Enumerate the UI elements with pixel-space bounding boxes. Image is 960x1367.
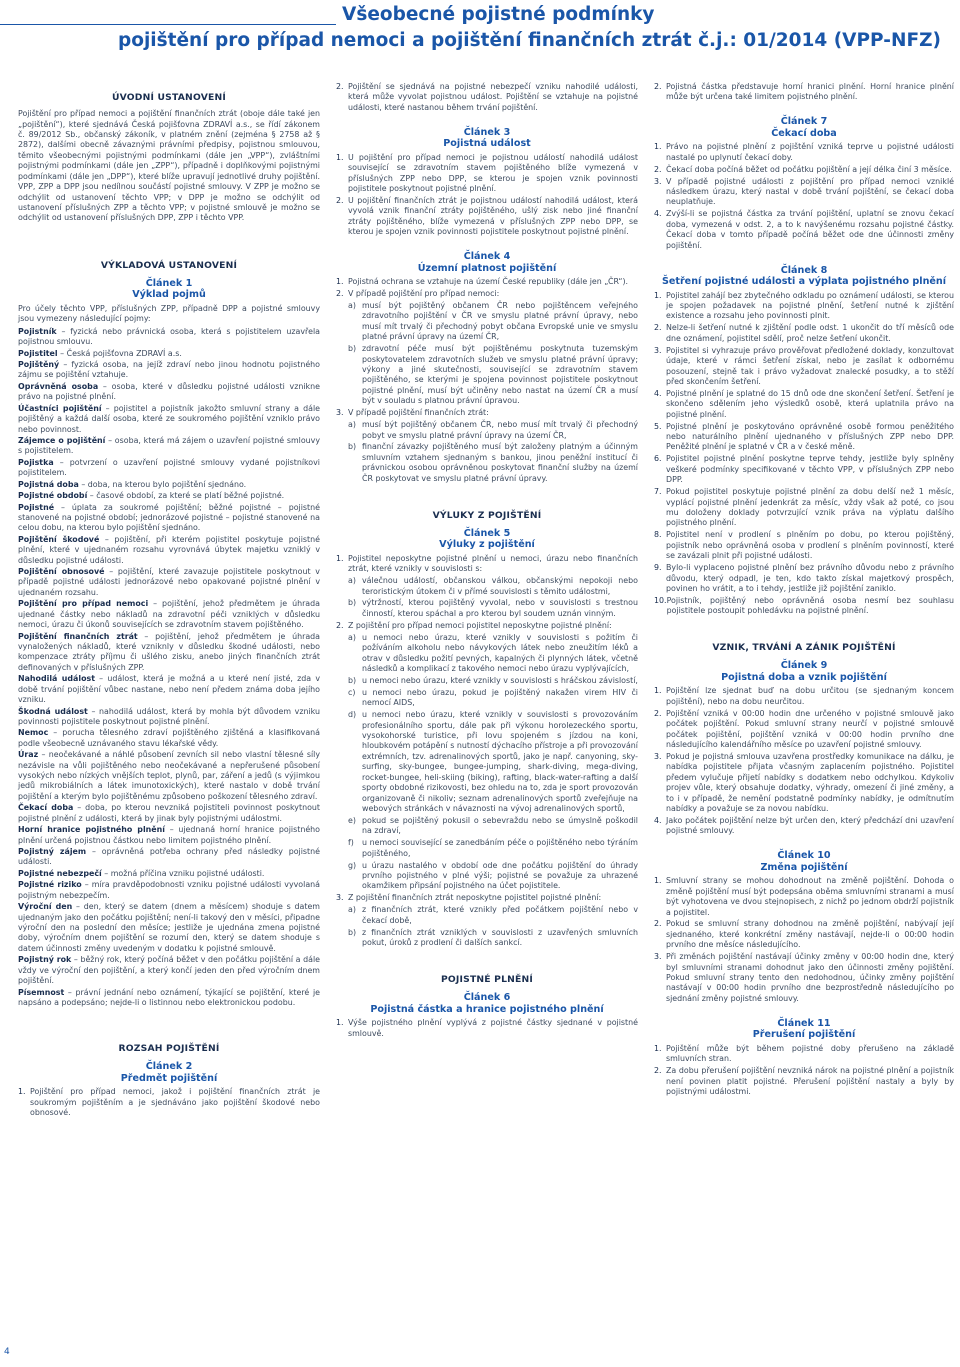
clause-number: 1. <box>18 1087 26 1097</box>
clause-number: 2. <box>336 195 344 205</box>
numbered-clause <box>654 142 954 163</box>
definition-term: Pojistný zájem <box>18 847 87 857</box>
spacer <box>654 253 954 259</box>
definition-entry <box>18 535 320 566</box>
definition-term: Oprávněná osoba <box>18 381 99 391</box>
subclause-letter: b) <box>348 442 357 452</box>
article-number: Článek 11 <box>777 1017 831 1029</box>
subclause-letter: a) <box>348 300 356 310</box>
clause-number: 2. <box>654 1066 662 1076</box>
definition-term: Čekací doba <box>18 803 74 813</box>
article-number: Článek 4 <box>463 251 511 263</box>
clause-text: Za dobu přerušení pojištění nevzniká nárok na pojistné plnění a pojistník není povinen platit pojistné. Přerušení pojištění nastaly a byly by pojistnými událostmi. <box>666 1066 954 1097</box>
numbered-clause <box>654 323 954 344</box>
definition-term: Zájemce o pojištění <box>18 435 106 445</box>
subclause-text: finanční závazky pojištěného musí být založeny platným a účinným smluvním vztahem sjednaným s bankou, jinou peněžní institucí či právnickou osobou oprávněnou poskytovat finanční služby na území ČR poskytovat ve smyslu platné právní úpravy. <box>362 442 638 483</box>
clause-number: 1. <box>654 142 662 152</box>
lettered-subclause <box>348 905 638 926</box>
definition-entry <box>18 327 320 348</box>
definition-entry <box>18 599 320 630</box>
subclause-text: z finančních ztrát, které vznikly před počátkem pojištění nebo v čekací době, <box>362 905 638 925</box>
definition-term: Písemnost <box>18 987 65 997</box>
definition-term: Úraz <box>18 750 39 760</box>
clause-text: U pojištění pro případ nemoci je pojistnou událostí nahodilá událost související se zdravotním stavem pojištěného blíže vymezená v příslušných ZPP nebo DPP, se kterou je spojen vznik povinnosti pojistitele poskytnout pojistné plnění. <box>348 152 638 194</box>
numbered-clause <box>654 563 954 594</box>
definition-entry <box>18 750 320 802</box>
clause-number: 1. <box>654 290 662 300</box>
definition-text: – fyzická nebo právnická osoba, která s pojistitelem uzavřela pojistnou smlouvu. <box>18 326 320 347</box>
numbered-clause <box>654 530 954 561</box>
definition-term: Nahodilá událost <box>18 674 95 684</box>
clause-number: 3. <box>654 751 662 761</box>
spacer <box>654 618 954 632</box>
definition-term: Pojištění škodové <box>18 534 100 544</box>
clause-number: 10. <box>654 595 667 605</box>
numbered-clause <box>654 487 954 529</box>
definition-term: Výroční den <box>18 902 73 912</box>
definition-text: – doba, po kterou nevzniká pojistiteli povinnost poskytnout pojistné plnění z události, která by jinak byly pojistnými událostmi. <box>18 803 320 823</box>
numbered-clause <box>654 177 954 208</box>
numbered-clause <box>654 1066 954 1097</box>
definition-entry <box>18 436 320 457</box>
document-header <box>0 0 960 62</box>
definitions-intro: Pro účely těchto VPP, příslušných ZPP, případně DPP a pojistné smlouvy jsou vymezeny následující pojmy: <box>18 303 320 324</box>
article-heading: Pojistná doba a vznik pojištění <box>721 671 887 683</box>
numbered-clause <box>654 816 954 837</box>
clause-number: 4. <box>654 388 662 398</box>
clause-number: 1. <box>654 876 662 886</box>
definition-text: – pojištění, jehož předmětem je úhrada vynaložených nákladů, které vzniknly v důsledku škodné události, nebo kompenzace ztráty příjmu či ušlého zisku, anebo jiných finančních ztrát definovaných v příslušných ZPP. <box>18 631 320 672</box>
clause-text: Výše pojistného plnění vyplývá z pojistné částky sjednané v pojistné smlouvě. <box>348 1018 638 1038</box>
clause-text: Pojištění pro případ nemoci, jakož i pojištění finančních ztrát je soukromým pojištěním a je sjednáváno jako pojištění škodové nebo obnosové. <box>30 1087 320 1118</box>
definition-text: – doba, na kterou bylo pojištění sjednáno. <box>78 479 247 489</box>
subclause-text: u úrazu nastalého v období ode dne počátku pojištění do úhrady prvního pojistného v plné výši; pojistné se považuje za uhrazené okamžikem připsání pojistného na účet pojistitele. <box>362 860 638 891</box>
numbered-clause <box>654 422 954 453</box>
clause-text: U pojištění finančních ztrát je pojistnou událostí nahodilá událost, která vyvolá vznik finanční ztráty pojištěného, ušlý zisk nebo jiné finanční ztráty pojištěného, blíže vymezená v příslušných ZPP nebo DPP, se kterou je spojen vznik povinnosti pojistitele poskytnout pojistné plnění. <box>348 195 638 237</box>
numbered-clause <box>336 554 638 575</box>
subclause-text: musí být pojištěný občanem ČR, nebo musí mít trvalý či přechodný pobyt ve smyslu platné právní úpravy na území ČR, <box>362 420 638 440</box>
subclause-text: válečnou událostí, občanskou válkou, občanskými nepokoji nebo teroristickým útokem či v přímé souvislosti s těmito událostmi, <box>362 576 638 596</box>
article-heading: Výklad pojmů <box>132 289 206 301</box>
section-heading: VÝLUKY Z POJIŠTĚNÍ <box>432 509 542 521</box>
definition-text: – možná příčina vzniku pojistné události. <box>101 868 265 878</box>
numbered-clause <box>654 752 954 815</box>
clause-number: 3. <box>654 345 662 355</box>
definition-text: – fyzická osoba, na jejíž zdraví nebo jinou hodnotu pojistného zájmu se pojištění vztahuje. <box>18 360 320 380</box>
definition-term: Horní hranice pojistného plnění <box>18 825 165 835</box>
clause-number: 2. <box>654 708 662 718</box>
numbered-clause <box>654 291 954 322</box>
definition-entry <box>18 902 320 954</box>
numbered-clause <box>336 153 638 195</box>
clause-number: 3. <box>336 408 344 418</box>
subclause-text: u nemoci nebo úrazu, které vznikly v souvislosti s hráčskou závislostí, <box>362 675 638 685</box>
page-number: 4 <box>4 1347 10 1357</box>
clause-number: 3. <box>654 952 662 962</box>
subclause-letter: a) <box>348 905 356 915</box>
subclause-letter: f) <box>348 838 354 848</box>
definition-entry <box>18 360 320 381</box>
clause-text: Pojistná částka představuje horní hranici plnění. Horní hranice plnění může být určena také limitem pojistného plnění. <box>666 82 954 102</box>
numbered-clause <box>336 277 638 287</box>
definition-entry <box>18 674 320 705</box>
clause-text: Nelze-li šetření nutné k zjištění podle odst. 1 ukončit do tří měsíců ode dne oznámení, pojistitel sdělí, proč nelze šetření ukončit. <box>666 323 954 343</box>
definition-entry <box>18 491 320 501</box>
definition-text: – porucha tělesného zdraví pojištěného zjištěná a klasifikovaná podle všeobecně uznávaného stavu lékařské vědy. <box>18 728 320 748</box>
article-heading: Pojistná událost <box>443 138 531 150</box>
definition-term: Pojistné období <box>18 491 88 501</box>
definition-term: Pojistné nebezpečí <box>18 868 102 878</box>
definition-text: – běžný rok, který počíná běžet v den počátku pojištění a dále vždy ve výroční den pojištění, a který končí jeden den před výročním dnem pojištění. <box>18 955 320 986</box>
clause-text: Pojistitel neposkytne pojistné plnění u nemoci, úrazu nebo finančních ztrát, které vznikly v souvislosti s: <box>348 553 638 574</box>
lettered-subclause <box>348 598 638 619</box>
subclause-text: zdravotní péče musí být pojištěnému poskytnuta tuzemským poskytovatelem zdravotních služeb ve smyslu platné právní úpravy; výkony a jiné skutečnosti, související se zdravotním stavem pojištěného, se kterými je spojena povinnost pojistitele poskytnout pojistné plnění, musí být učiněny nebo nastat na území ČR a musí být v souladu s platnou právní úpravou. <box>362 344 638 406</box>
definition-text: – časové období, za které se platí běžné pojistné. <box>87 491 285 501</box>
definition-term: Pojištění pro případ nemoci <box>18 599 149 609</box>
definition-entry <box>18 458 320 479</box>
article-heading: Šetření pojistné události a výplata pojistného plnění <box>661 276 947 288</box>
article-heading: Územní platnost pojištění <box>417 262 557 274</box>
definition-term: Škodná událost <box>18 706 88 716</box>
definition-text: – oprávněná potřeba ochrany před následky pojistné události. <box>18 847 320 867</box>
article-number: Článek 7 <box>780 116 828 128</box>
section-heading: ÚVODNÍ USTANOVENÍ <box>111 92 227 103</box>
subclause-letter: b) <box>348 344 357 354</box>
article-heading: Předmět pojištění <box>120 1072 218 1084</box>
clause-text: Pojištění se sjednává na pojistné nebezpečí vzniku nahodilé události, která může vyvolat pojistnou událost. Pojištění se vztahuje na pojistné události, které nastanou během trvání pojištění. <box>348 82 638 112</box>
numbered-clause <box>654 389 954 420</box>
article-number: Článek 8 <box>780 264 828 276</box>
subclause-text: musí být pojištěný občanem ČR nebo pojištěncem veřejného zdravotního pojištění v ČR ve smyslu platné právní úpravy, nebo musí mít trvalý či přechodný pobyt občana Evropské unie ve smyslu platné právní úpravy na území ČR, <box>362 300 638 342</box>
lettered-subclause <box>348 861 638 892</box>
numbered-clause <box>654 876 954 918</box>
definition-text: – neočekávané a náhlé působení zevních sil nebo vlastní tělesné síly nezávisle na vůli pojištěného nebo neočekávané a nepřerušené působení vysokých nebo nízkých vnějších teplot, plynů, par, záření a jedů (s výjimkou jedů mikrobiálních a látek imunotoxických), které nastalo v době trvání pojištění a kterým bylo pojištěnému způsobeno poškození tělesného zdraví. <box>18 750 320 801</box>
definition-entry <box>18 728 320 749</box>
section-heading: POJISTNÉ PLNĚNÍ <box>440 973 534 985</box>
clause-number: 4. <box>654 209 662 219</box>
clause-number: 1. <box>336 277 344 287</box>
spacer <box>336 239 638 245</box>
subclause-text: u nemoci nebo úrazu, které vznikly v souvislosti s požitím či požíváním alkoholu nebo návykových látek nebo zneužitím léků a otrav v důsledku požití pevných, kapalných či plynných látek, včetně následků a komplikací z takového nemoci nebo úrazu vyplývajících, <box>362 632 638 674</box>
numbered-clause <box>654 82 954 103</box>
clause-text: Pojistník, pojištěný nebo oprávněná osoba nesmí bez souhlasu pojistitele postoupit pohledávku na pojistné plnění. <box>666 595 954 616</box>
definition-text: – osoba, která má zájem o uzavření pojistné smlouvy s pojistitelem. <box>18 435 321 456</box>
definition-text: – nahodilá událost, která by mohla být důvodem vzniku povinnosti pojistitele poskytnout pojistné plnění. <box>18 706 320 726</box>
clause-number: 2. <box>654 82 662 91</box>
clause-number: 2. <box>654 323 662 333</box>
definition-entry <box>18 825 320 846</box>
column-left <box>18 82 320 1120</box>
clause-text: Z pojištění pro případ nemoci pojistitel neposkytne pojistné plnění: <box>348 620 612 630</box>
numbered-clause <box>654 952 954 1004</box>
clause-number: 8. <box>654 530 662 540</box>
subclause-letter: b) <box>348 927 357 937</box>
lettered-subclause <box>348 710 638 814</box>
numbered-clause <box>336 82 638 113</box>
definition-term: Pojistka <box>18 457 54 467</box>
column-middle <box>336 82 638 1040</box>
numbered-clause <box>654 709 954 751</box>
lettered-subclause <box>348 633 638 675</box>
clause-number: 7. <box>654 487 662 497</box>
clause-text: Čekací doba počíná běžet od počátku pojištění a její délka činí 3 měsíce. <box>666 164 952 174</box>
definition-entry <box>18 803 320 824</box>
clause-text: Zvýší-li se pojistná částka za trvání pojištění, uplatní se znovu čekací doba, vymezená v odst. 2, a to k navýšenému rozsahu pojistné částky. Čekací doba v tomto případě počíná běžet ode dne účinnosti změny pojištění. <box>666 209 954 250</box>
clause-number: 9. <box>654 563 662 573</box>
clause-text: Smluvní strany se mohou dohodnout na změně pojištění. Dohoda o změně pojištění musí být podepsána oběma smluvními stranami a musí být vyhotovena ve dvou stejnopisech, z nichž po jednom obdrží pojistník a pojistitel. <box>666 876 954 917</box>
clause-text: V případě pojištění finančních ztrát: <box>348 408 489 418</box>
article-number: Článek 9 <box>780 660 828 672</box>
lettered-subclause <box>348 442 638 484</box>
spacer <box>654 838 954 844</box>
article-heading: Změna pojištění <box>760 861 848 873</box>
definition-entry <box>18 847 320 868</box>
subclause-letter: a) <box>348 576 356 586</box>
lettered-subclause <box>348 420 638 441</box>
clause-text: Pojištění může být během pojistné doby přerušeno na základě smluvních stran. <box>666 1043 954 1064</box>
column-right <box>654 82 954 1099</box>
article-number: Článek 1 <box>145 277 193 289</box>
clause-text: Bylo-li vyplaceno pojistné plnění bez právního důvodu nebo z právního důvodu, který odpadl, je ten, kdo takto získal majetkový prospěch, povinen ho vrátit, a to i tehdy, jestliže již pojištění zaniklo. <box>666 563 954 593</box>
clause-number: 2. <box>336 620 344 630</box>
clause-text: Pojištění lze sjednat buď na dobu určitou (se sjednaným koncem pojištění), nebo na dobu neurčitou. <box>666 686 954 706</box>
definition-text: – pojištění, které zavazuje pojistitele poskytnout v případě pojistné události jednorázové nebo opakované pojistné plnění v ujednaném rozsahu. <box>18 567 320 597</box>
definition-text: – úplata za soukromé pojištění; běžné pojistné – pojistné stanovené na pojistné období; jednorázové pojistné – pojistné stanovené na celou dobu, na kterou bylo pojištění sjednáno. <box>18 502 320 533</box>
numbered-clause <box>654 596 954 617</box>
article-heading: Čekací doba <box>771 127 837 139</box>
definition-entry <box>18 988 320 1009</box>
definition-entry <box>18 404 320 435</box>
spacer <box>336 950 638 964</box>
lettered-subclause <box>348 816 638 837</box>
article-number: Článek 10 <box>777 850 831 862</box>
section-heading: VZNIK, TRVÁNÍ A ZÁNIK POJIŠTĚNÍ <box>712 642 896 654</box>
article-heading: Výluky z pojištění <box>439 539 535 551</box>
article-number: Článek 5 <box>463 527 511 539</box>
clause-number: 1. <box>654 686 662 696</box>
definition-term: Pojistitel <box>18 348 58 358</box>
definition-entry <box>18 503 320 534</box>
numbered-clause <box>654 919 954 950</box>
spacer <box>654 104 954 110</box>
numbered-clause <box>336 621 638 631</box>
clause-text: Právo na pojistné plnění z pojištění vzniká teprve u pojistné události nastalé po uplynutí čekací doby. <box>666 142 954 162</box>
definition-entry <box>18 480 320 490</box>
definition-entry <box>18 955 320 986</box>
clause-number: 1. <box>336 1018 344 1028</box>
lettered-subclause <box>348 344 638 407</box>
clause-text: Pokud je pojistná smlouva uzavřena prostředky komunikace na dálku, je nabídka pojistitele přijata včasným zaplacením pojistného. Pojistitel předem vylučuje přijetí nabídky s dodatkem nebo odchylkou. Kdykoliv projev vůle, který obsahuje dodatky, výhrady, omezení či jiné změny, a to i v případě, že nemění podstatně podmínky nabídky, je odmítnutím nabídky a považuje se za novou nabídku. <box>666 751 954 813</box>
definition-term: Pojistník <box>18 326 57 336</box>
clause-number: 2. <box>336 82 344 91</box>
subclause-text: u nemoci nebo úrazu, pokud je pojištěný nakažen virem HIV či nemocí AIDS, <box>362 687 638 708</box>
definition-term: Pojištění obnosové <box>18 567 105 577</box>
definition-text: – pojištění, jehož předmětem je úhrada ujednané částky nebo nákladů na zdravotní péči vzniklých v důsledku nemoci, úrazu či úkonů souvisejících se zdravotním stavem pojištěného. <box>18 599 320 630</box>
definition-text: – pojistitel a pojistník jakožto smluvní strany a dále pojištěný a každá další osoba, které ze soukromého pojištění vzniklo právo nebo povinnost. <box>18 403 321 434</box>
subclause-letter: b) <box>348 598 357 608</box>
numbered-clause <box>336 196 638 238</box>
clause-number: 1. <box>336 553 344 563</box>
lettered-subclause <box>348 676 638 686</box>
definition-term: Pojistný rok <box>18 955 72 965</box>
subclause-letter: a) <box>348 420 356 430</box>
clause-number: 2. <box>654 919 662 929</box>
subclause-letter: e) <box>348 815 356 825</box>
clause-text: Při změnách pojištění nastávají účinky změny v 00:00 hodin dne, který byl smluvními stranami dohodnut jako den účinnosti změny pojištění. Pokud smluvní strany tento den nedohodnou, účinky změny pojištění nastávají v 00:00 hodin prvního dne bezprostředně následujícího po sjednání změny pojistné smlouvy. <box>666 952 954 1003</box>
definition-term: Pojištěný <box>18 360 60 370</box>
definition-term: Pojištění finančních ztrát <box>18 631 138 641</box>
numbered-clause <box>654 165 954 175</box>
lettered-subclause <box>348 301 638 343</box>
article-heading: Pojistná částka a hranice pojistného plnění <box>370 1003 604 1015</box>
definition-term: Pojistná doba <box>18 479 79 489</box>
definition-term: Nemoc <box>18 728 49 738</box>
numbered-clause <box>336 893 638 903</box>
clause-number: 3. <box>654 176 662 186</box>
clause-number: 2. <box>654 164 662 174</box>
definition-text: – událost, která je možná a u které není jisté, zda v době trvání pojištění vůbec nastane, nebo není předem známa doba jejího vzniku. <box>18 674 321 705</box>
definition-text: – Česká pojišťovna ZDRAVÍ a.s. <box>57 348 182 358</box>
article-number: Článek 3 <box>463 126 511 138</box>
clause-text: Jako počátek pojištění nelze být určen den, který předchází dni uzavření pojistné smlouvy. <box>666 815 954 836</box>
subclause-text: z finančních ztrát vzniklých v souvislosti z uzavřených smluvních pokut, úroků z prodlení či dalších sankcí. <box>362 927 638 948</box>
definition-entry <box>18 382 320 403</box>
definition-term: Pojistné <box>18 502 55 512</box>
lettered-subclause <box>348 688 638 709</box>
clause-text: Pojistitel zahájí bez zbytečného odkladu po oznámení události, se kterou je spojen požadavek na pojistné plnění, šetření nutné k zjištění existence a rozsahu jeho povinnosti plnit. <box>666 290 954 321</box>
spacer <box>18 1009 320 1033</box>
subclause-letter: a) <box>348 632 356 642</box>
definition-text: – míra pravděpodobnosti vzniku pojistné události vyvolaná pojistným nebezpečím. <box>18 880 320 900</box>
clause-text: Pojistitel není v prodlení s plněním po dobu, po kterou pojištěný, pojistník nebo oprávněná osoba v prodlení s plněním povinností, které se zavázali plnit při pojistné události. <box>666 530 954 561</box>
subclause-letter: b) <box>348 675 357 685</box>
numbered-clause <box>654 686 954 707</box>
subclause-text: pokud se pojištěný pokusil o sebevraždu nebo se úmyslně poškodil na zdraví, <box>362 815 638 836</box>
clause-text: V případě pojištění pro případ nemoci: <box>348 289 500 299</box>
numbered-clause <box>654 209 954 251</box>
definition-entry <box>18 567 320 598</box>
spacer <box>18 226 320 250</box>
definition-entry <box>18 869 320 879</box>
clause-text: Pokud se smluvní strany dohodnou na změně pojištění, nabývají její sjednaného, které konkrétní změny nastávají, nejde-li o 00:00 hodin prvního dne měsíce následujícího. <box>666 919 954 950</box>
subclause-letter: c) <box>348 687 356 697</box>
numbered-clause <box>654 454 954 485</box>
definition-text: – ujednaná horní hranice pojistného plnění určená pojistnou částkou nebo limitem pojistného plnění. <box>18 825 321 845</box>
lettered-subclause <box>348 576 638 597</box>
definition-text: – den, který se datem (dnem a měsícem) shoduje s datem ujednaným jako den počátku pojištění; není-li takový den v měsíci, připadne výroční den na poslední den měsíce; jestliže je ujednána zmena pojistné doby, výročním dnem pojištění se rozumí den, který se datem shoduje s datem účinnosti změny uvedeným v dodatku k pojistné smlouvě. <box>18 902 320 953</box>
numbered-clause <box>654 1044 954 1065</box>
numbered-clause <box>654 346 954 388</box>
clause-text: Pojistná ochrana se vztahuje na území České republiky (dále jen „ČR“). <box>348 277 629 287</box>
clause-text: V případě pojistné události z pojištění pro případ nemoci vzniklé následkem úrazu, který nastal v době trvání pojištění, se čekací doba neuplatňuje. <box>666 176 954 207</box>
spacer <box>336 486 638 500</box>
lettered-subclause <box>348 838 638 859</box>
intro-paragraph: Pojištění pro případ nemoci a pojištění finančních ztrát (oboje dále také jen „pojištění“), které sjednává Česká pojišťovna ZDRAVÍ a.s., se řídí zákonem č. 89/2012 Sb., občanský zákoník, v platném znění (zejména § 2758 až § 2872), dalšími obecně závaznými právními předpisy, pojistnou smlouvou, těmito všeobecnými pojistnými podmínkami (dále jen „VPP“), zvláštními pojistnými podmínkami (dále jen „ZPP“), případně i doplňkovými pojistnými podmínkami (dále jen „DPP“), které blíže upravují jednotlivé druhy pojištění. VPP, ZPP a DPP jsou nedílnou součástí pojistné smlouvy. V ZPP je možno se odchýlit od ustanovení těchto VPP; v DPP je možno se odchýlit od ustanovení příslušných ZPP a těchto VPP; v pojistné smlouvě je možno se odchýlit od ustanovení příslušných DPP, ZPP i těchto VPP. <box>18 109 320 223</box>
article-heading: Přerušení pojištění <box>752 1029 856 1041</box>
definition-text: – potvrzení o uzavření pojistné smlouvy vydané pojistníkovi pojistitelem. <box>18 457 320 478</box>
definition-text: – pojištění, při kterém pojistitel poskytuje pojistné plnění, které v ujednaném rozsahu vyrovnává úbytek majetku vzniklý v důsledku pojistné události. <box>18 534 320 565</box>
clause-text: Pojištění vzniká v 00:00 hodin dne určeného v pojistné smlouvě jako počátek pojištění. Pokud smluvní strany neurčí v pojistné smlouvě počátek pojištění, pojištění vzniká v 00:00 hodin prvního dne následujícího kalendářního měsíce po uzavření pojistné smlouvy. <box>666 708 954 749</box>
clause-number: 5. <box>654 421 662 431</box>
numbered-clause <box>18 1087 320 1118</box>
numbered-clause <box>336 408 638 418</box>
section-heading: ROZSAH POJIŠTĚNÍ <box>118 1043 220 1055</box>
document-title: Všeobecné pojistné podmínky <box>342 4 655 25</box>
section-heading: VÝKLADOVÁ USTANOVENÍ <box>100 259 238 271</box>
header-rule <box>0 24 336 25</box>
clause-text: Pokud pojistitel poskytuje pojistné plnění za dobu delší než 1 měsíc, vyplácí pojistné plnění jedenkrát za měsíc, vždy však až poté, co jsou mu doloženy doklady potvrzující vznik práva na výplatu dalšího pojistného plnění. <box>666 487 954 528</box>
clause-text: Z pojištění finančních ztrát neposkytne pojistitel pojistné plnění: <box>348 893 602 903</box>
article-number: Článek 6 <box>463 992 511 1004</box>
definition-entry <box>18 632 320 674</box>
definition-term: Pojistné riziko <box>18 880 82 890</box>
lettered-subclause <box>348 928 638 949</box>
subclause-letter: d) <box>348 710 357 720</box>
numbered-clause <box>336 289 638 299</box>
clause-number: 3. <box>336 893 344 903</box>
clause-number: 2. <box>336 289 344 299</box>
definition-entry <box>18 349 320 359</box>
document-subtitle: pojištění pro případ nemoci a pojištění finančních ztrát č.j.: 01/2014 (VPP-NFZ) <box>118 30 941 51</box>
clause-text: Pojistitel si vyhrazuje právo prověřovat předložené doklady, konzultovat údaje, které v rámci šetření získal, nebo je zasílat k odbornému posouzení, stejně tak i právo vyžadovat znalecké posudky, a to stěží před skončením šetření. <box>666 345 954 386</box>
clause-number: 1. <box>336 152 344 162</box>
definition-text: – právní jednání nebo oznámení, týkající se pojištění, které je napsáno a podepsáno; nejde-li o listinnou nebo elektronickou podobu. <box>18 987 320 1007</box>
subclause-text: u nemoci nebo úrazu, které vznikly v souvislosti s provozováním profesionálního sportu, dále pak při výkonu horolezeckého sportu, vysokohorské turistice, při lovu spojeném s jízdou na koni, hloubkovém potápění s nutností dýchacího přístroje a při provozování extrémních, tzv. adrenalinových sportů, jako je např. canyoning, sky-surfing, sky-bungee, bungee-jumping, shark-diving, mega-diving, rocket-bungee, heli-skiing (biking), rafting, black-water-rafting a další sporty obdobné rizikovosti, bez ohledu na to, zda je sport provozován organizovaně či nikoliv; seznam adrenalinových sportů zveřejňuje na webových stránkách v návaznosti na vývoj adrenalinových sportů, <box>362 710 638 813</box>
definition-entry <box>18 880 320 901</box>
subclause-text: u nemoci související se zanedbáním péče o pojištěného nebo týráním pojištěného, <box>362 838 638 858</box>
numbered-clause <box>336 1018 638 1039</box>
definition-text: – osoba, které v důsledku pojistné události vznikne právo na pojistné plnění. <box>18 381 320 402</box>
subclause-letter: g) <box>348 860 357 870</box>
spacer <box>654 1006 954 1012</box>
clause-text: Pojistitel pojistné plnění poskytne teprve tehdy, jestliže byly splněny veškeré podmínky specifikované v těchto VPP, v příslušných ZPP nebo DPP. <box>666 454 954 485</box>
spacer <box>336 115 638 121</box>
clause-number: 6. <box>654 454 662 464</box>
clause-text: Pojistné plnění je poskytováno oprávněné osobě formou peněžitého nebo naturálního plnění ujednaného v příslušných ZPP nebo DPP. Peněžité plnění je splatné v ČR a v české měně. <box>666 421 954 452</box>
article-number: Článek 2 <box>145 1061 193 1073</box>
clause-number: 4. <box>654 815 662 825</box>
definition-term: Účastníci pojištění <box>18 403 102 413</box>
clause-number: 1. <box>654 1043 662 1053</box>
clause-text: Pojistné plnění je splatné do 15 dnů ode dne skončení šetření. Šetření je skončeno sdělením jeho výsledků osobě, která uplatnila právo na pojistné plnění. <box>666 388 954 419</box>
definition-entry <box>18 707 320 728</box>
subclause-text: výtržností, kterou pojištěný vyvolal, nebo v souvislosti s trestnou činností, kterou spáchal a pro kterou byl soudem uznán vinným. <box>362 598 638 618</box>
